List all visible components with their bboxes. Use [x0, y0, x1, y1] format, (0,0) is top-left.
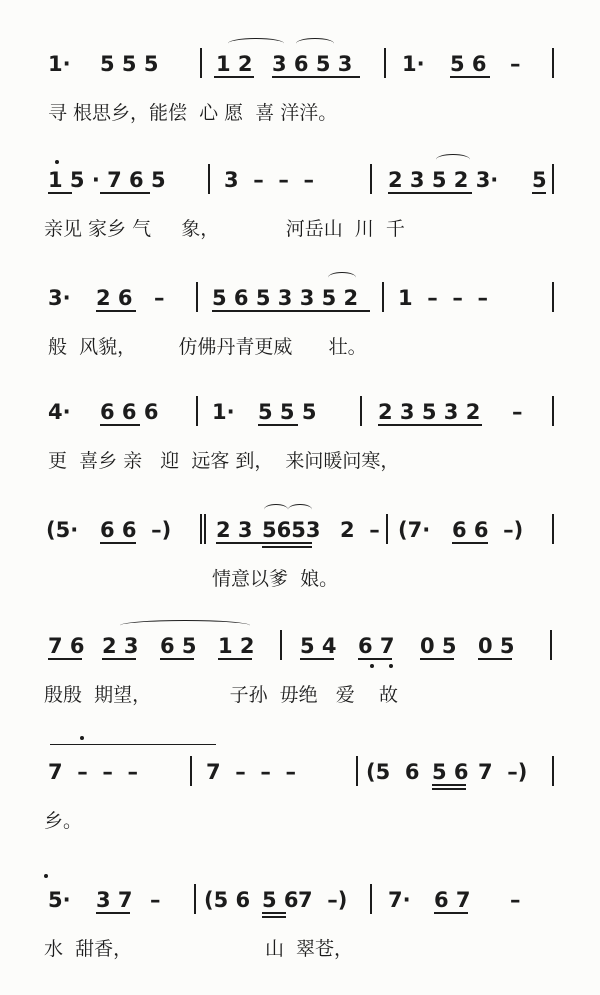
note-group: 0 5	[420, 634, 457, 658]
note-group: 5·	[48, 888, 71, 912]
bar-line	[360, 396, 362, 426]
note-group: 5 6	[262, 888, 299, 912]
beam	[96, 310, 136, 312]
low-octave-dot	[370, 664, 374, 668]
note-group: 5 6 5 3 3 5 2	[212, 286, 359, 310]
note-group: 5 5 5	[100, 52, 159, 76]
slur	[436, 154, 470, 165]
note-group: 1 5 · 7 6 5	[48, 168, 166, 192]
bar-line	[552, 396, 554, 426]
note-group: 0 5	[478, 634, 515, 658]
note-group: 6 6 –)	[100, 518, 172, 542]
note-group: 2 3 5 3 2	[378, 400, 481, 424]
note-group: (5·	[46, 518, 79, 542]
beam	[452, 542, 488, 544]
note-group: 5 6	[432, 760, 469, 784]
note-group: 3 – – –	[224, 168, 314, 192]
bar-line	[552, 164, 554, 194]
note-group: 6 7	[358, 634, 395, 658]
slur	[288, 504, 312, 515]
bar-line	[194, 884, 196, 914]
beam	[48, 192, 72, 194]
notes-line-7	[0, 760, 600, 786]
note-group: (5 6	[204, 888, 251, 912]
beam	[160, 658, 194, 660]
notes-line-6	[0, 634, 600, 660]
beam	[218, 658, 252, 660]
beam	[48, 658, 82, 660]
slur	[328, 272, 356, 283]
note-group: 6 6 6	[100, 400, 159, 424]
note-group: –	[150, 888, 161, 912]
notes-line-8	[0, 888, 600, 914]
bar-line	[356, 756, 358, 786]
high-octave-dot	[80, 736, 84, 740]
note-group: 5 5 5	[258, 400, 317, 424]
bar-line	[200, 514, 202, 544]
bar-line	[552, 756, 554, 786]
note-group: 7 –)	[298, 888, 348, 912]
lyric-line-1: 寻 根思乡，能偿 心 愿 喜 洋洋。	[48, 102, 338, 124]
note-group: –	[512, 400, 523, 424]
beam	[388, 192, 472, 194]
note-group: 2 6	[96, 286, 133, 310]
note-group: 7 – – –	[48, 760, 138, 784]
low-octave-dot	[389, 664, 393, 668]
note-group: –	[510, 888, 521, 912]
note-group: (5 6	[366, 760, 420, 784]
bar-line	[370, 884, 372, 914]
lyric-line-4: 更 喜乡 亲 迎 远客 到， 来问暖问寒，	[48, 450, 400, 472]
beam	[450, 76, 490, 78]
notes-line-3	[0, 286, 600, 312]
note-group: 7·	[388, 888, 411, 912]
note-group: 7 6	[48, 634, 85, 658]
beam	[300, 658, 334, 660]
note-group: 3 7	[96, 888, 133, 912]
beam	[434, 912, 468, 914]
note-group: 7 – – –	[206, 760, 296, 784]
note-group: 1 – – –	[398, 286, 488, 310]
beam	[262, 546, 312, 548]
beam	[532, 192, 546, 194]
bar-line	[208, 164, 210, 194]
beam	[272, 76, 360, 78]
bar-line	[552, 514, 554, 544]
bar-line	[552, 48, 554, 78]
beam	[358, 658, 392, 660]
beam	[478, 658, 512, 660]
notes-line-2	[0, 168, 600, 194]
note-group: 1·	[212, 400, 235, 424]
lyric-line-3: 般 风貌， 仿佛丹青更威 壮。	[48, 336, 367, 358]
beam	[212, 310, 370, 312]
bar-line	[382, 282, 384, 312]
bar-line	[204, 514, 206, 544]
beam	[262, 912, 286, 914]
beam	[100, 542, 136, 544]
beam	[432, 788, 466, 790]
note-group: 2 3	[102, 634, 139, 658]
beam	[96, 912, 130, 914]
lyric-line-2: 亲见 家乡 气 象， 河岳山 川 千	[44, 218, 405, 240]
slur	[264, 504, 288, 515]
beam	[258, 424, 298, 426]
note-group: 1·	[48, 52, 71, 76]
bar-line	[370, 164, 372, 194]
beam	[102, 658, 136, 660]
slur	[120, 620, 250, 631]
lyric-line-5: 情意以爹 娘。	[212, 568, 339, 590]
note-group: 1·	[402, 52, 425, 76]
note-group: 6 7	[434, 888, 471, 912]
note-group: –	[154, 286, 165, 310]
note-group: 2 3	[216, 518, 253, 542]
note-group: 6 5	[160, 634, 197, 658]
note-group: 5	[532, 168, 547, 192]
bar-line	[190, 756, 192, 786]
slur	[228, 38, 284, 49]
note-group: 2 3 5 2 3·	[388, 168, 499, 192]
lyric-line-7: 乡。	[44, 810, 83, 832]
slur	[50, 744, 216, 755]
beam	[100, 424, 140, 426]
beam	[214, 76, 254, 78]
note-group: 4·	[48, 400, 71, 424]
beam	[378, 424, 482, 426]
bar-line	[196, 282, 198, 312]
note-group: (7·	[398, 518, 431, 542]
bar-line	[384, 48, 386, 78]
beam	[100, 192, 150, 194]
bar-line	[196, 396, 198, 426]
note-group: 2 –	[340, 518, 380, 542]
note-group: 5 4	[300, 634, 337, 658]
note-group: –	[510, 52, 521, 76]
bar-line	[280, 630, 282, 660]
beam	[432, 784, 466, 786]
beam	[262, 916, 286, 918]
lyric-line-6: 殷殷 期望， 子孙 毋绝 爱 故	[44, 684, 398, 706]
high-octave-dot	[55, 160, 59, 164]
beam	[216, 542, 312, 544]
notes-line-5	[0, 518, 600, 544]
note-group: 7 –)	[478, 760, 528, 784]
high-octave-dot	[44, 874, 48, 878]
bar-line	[552, 282, 554, 312]
notes-line-1	[0, 52, 600, 78]
note-group: 1 2	[216, 52, 253, 76]
note-group: 3·	[48, 286, 71, 310]
bar-line	[550, 630, 552, 660]
note-group: 5653	[262, 518, 321, 542]
note-group: 3 6 5 3	[272, 52, 353, 76]
note-group: 5 6	[450, 52, 487, 76]
beam	[420, 658, 454, 660]
note-group: 1 2	[218, 634, 255, 658]
bar-line	[386, 514, 388, 544]
slur	[296, 38, 334, 49]
bar-line	[200, 48, 202, 78]
note-group: 6 6 –)	[452, 518, 524, 542]
lyric-line-8: 水 甜香， 山 翠苍，	[44, 938, 354, 960]
notes-line-4	[0, 400, 600, 426]
